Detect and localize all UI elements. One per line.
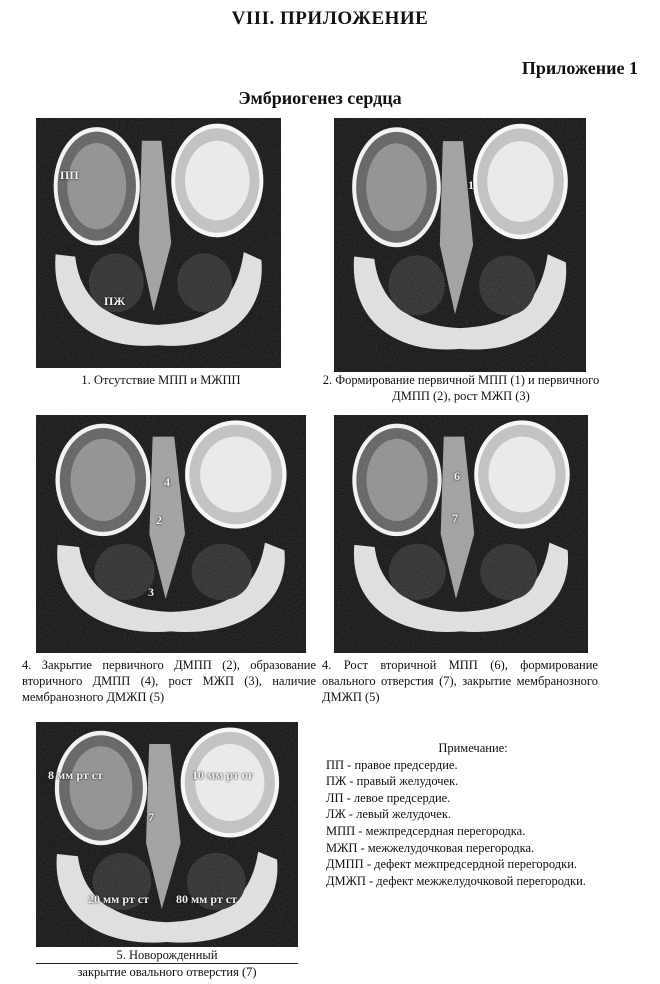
notes-item: ПП - правое предсердие.: [326, 757, 458, 772]
notes-item: ДМПП - дефект межпредсердной перегородки.: [326, 857, 578, 872]
figure-2-image: [334, 118, 586, 372]
figure-1-label-1: ПП: [60, 168, 79, 182]
notes-heading: Примечание:: [438, 741, 508, 755]
figure-2-caption: 2. Формирование первичной МПП (1) и первичного ДМПП (2), рост МЖП (3): [322, 373, 600, 403]
figure-3-image: [36, 415, 306, 653]
figure-5-caption-line-2: закрытие овального отверстия (7): [77, 965, 257, 979]
figure-5-caption-line-1: 5. Новорожденный: [36, 947, 298, 963]
figure-3-label-2: 2: [156, 513, 162, 527]
appendix-label: Приложение 1: [521, 58, 638, 78]
figure-1-label-2: ПЖ: [104, 294, 126, 308]
figure-3-caption: 4. Закрытие первичного ДМПП (2), образование вторичного ДМПП (4), рост МЖП (3), наличие мембранозного ДМЖП (5): [22, 658, 316, 704]
figure-4-image: [334, 415, 588, 653]
page-title: Эмбриогенез сердца: [238, 88, 402, 108]
figure-2-label-1: 1: [468, 178, 474, 192]
section-title: VIII. ПРИЛОЖЕНИЕ: [231, 8, 429, 29]
figure-4-caption: 4. Рост вторичной МПП (6), формирование овального отверстия (7), закрытие мембранозного ДМЖП (5): [322, 658, 598, 704]
figure-3-label-3: 3: [148, 585, 154, 599]
figure-1-caption: 1. Отсутствие МПП и МЖПП: [81, 373, 241, 387]
figure-3-label-1: 4: [164, 475, 170, 489]
notes-item: ДМЖП - дефект межжелудочковой перегородки.: [326, 873, 586, 888]
notes-item: ЛЖ - левый желудочек.: [326, 807, 452, 822]
figure-4-label-1: 6: [454, 469, 460, 483]
notes-block: [326, 740, 596, 889]
figure-5-label-2: 10 мм рт ст: [192, 768, 253, 782]
notes-item: ПЖ - правый желудочек.: [326, 774, 459, 789]
figure-5-label-1: 8 мм рт ст: [48, 768, 103, 782]
figure-5-label-3: 7: [148, 810, 154, 824]
notes-item: МПП - межпредсердная перегородка.: [326, 823, 526, 838]
figure-4-label-2: 7: [452, 511, 458, 525]
figure-5-label-4: 20 мм рт ст: [88, 892, 149, 906]
notes-item: МЖП - межжелудочковая перегородка.: [326, 840, 535, 855]
figure-5-label-5: 80 мм рт ст: [176, 892, 237, 906]
notes-item: ЛП - левое предсердие.: [326, 790, 451, 805]
figure-5-image: [36, 722, 298, 964]
figure-1-image: [36, 118, 281, 368]
